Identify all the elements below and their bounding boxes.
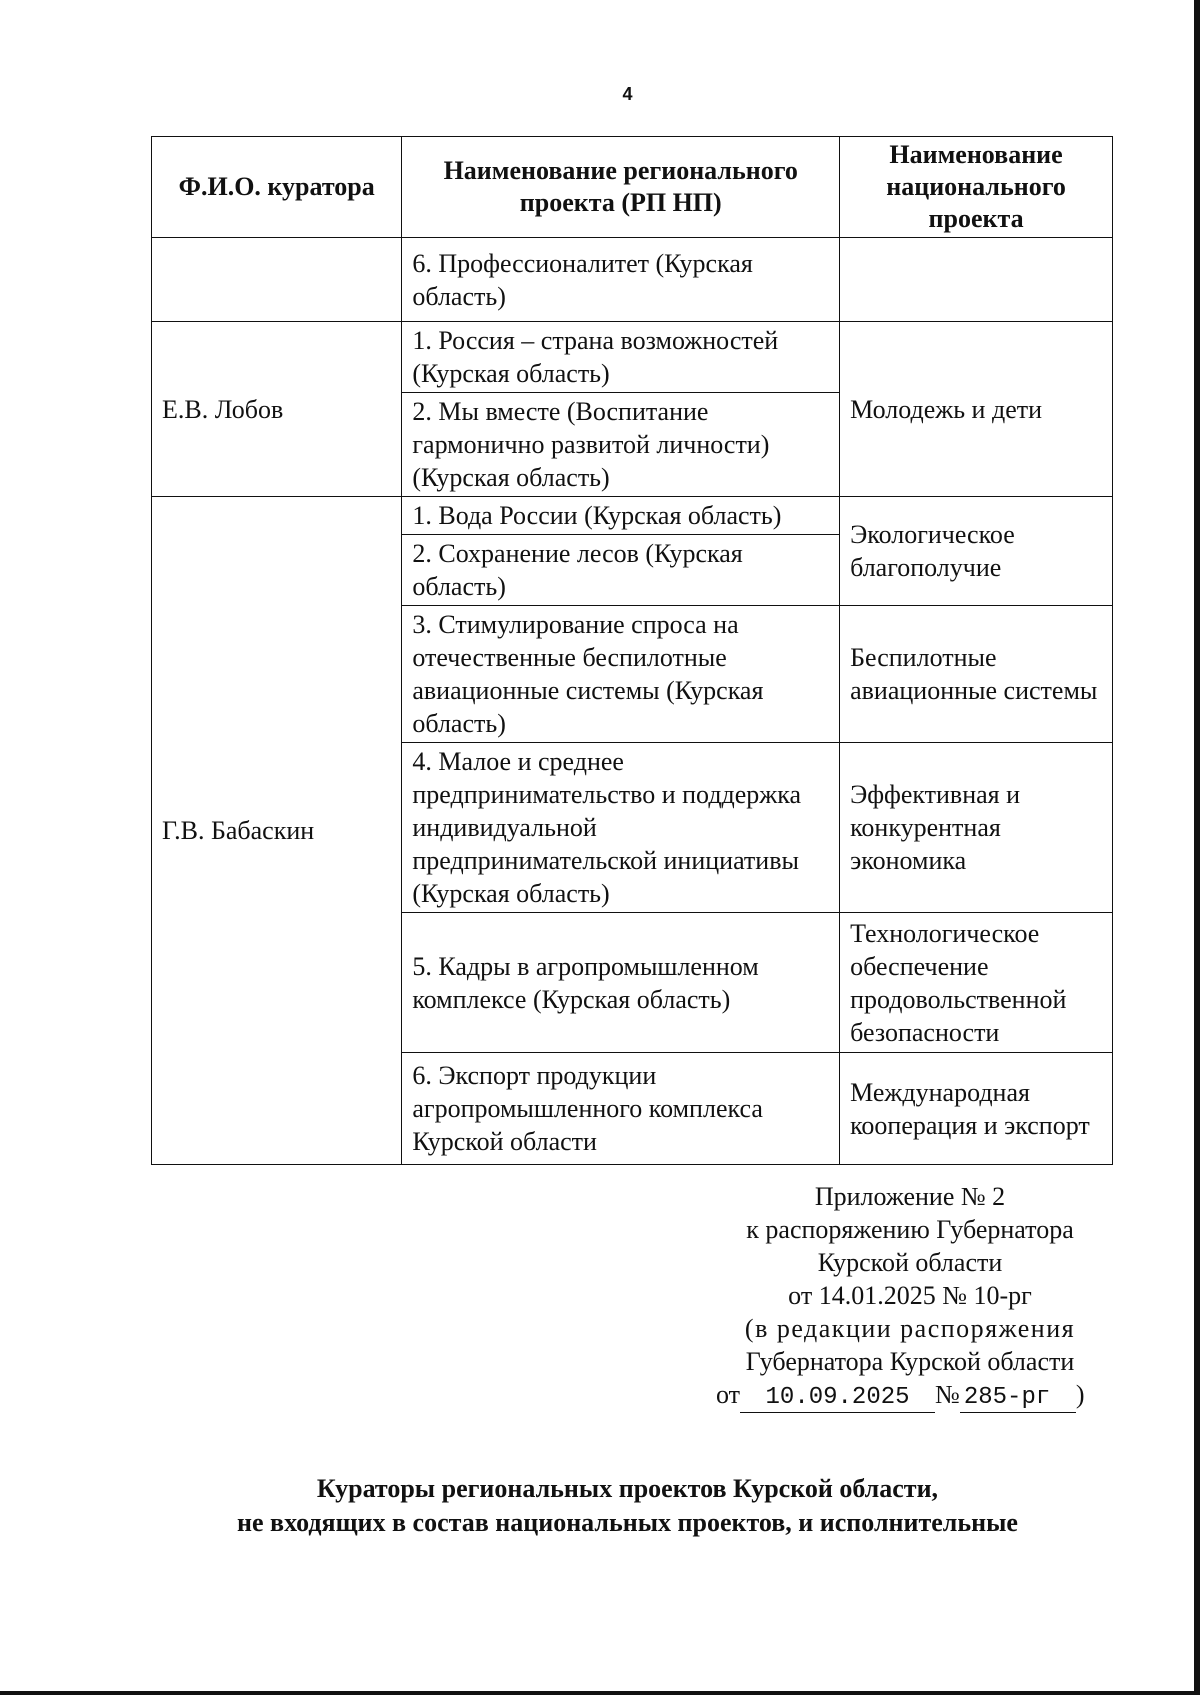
table-row bbox=[152, 322, 1113, 393]
edition-number: 285-рг bbox=[960, 1384, 1076, 1413]
cell-regional-project: 2. Мы вместе (Воспитание гармонично развитой личности) (Курская область) bbox=[402, 393, 840, 497]
cell-national-project: Беспилотные авиационные системы bbox=[840, 606, 1113, 743]
cell-national-project bbox=[840, 238, 1113, 322]
cell-regional-project: 1. Вода России (Курская область) bbox=[402, 497, 840, 535]
cell-curator-name bbox=[152, 238, 402, 322]
header-national-project: Наименование национального проекта bbox=[840, 137, 1113, 238]
appendix-line: к распоряжению Губернатора bbox=[746, 1215, 1074, 1244]
section-heading bbox=[0, 1472, 1200, 1540]
appendix-line: от 14.01.2025 № 10-рг bbox=[788, 1281, 1032, 1310]
edition-date: 10.09.2025 bbox=[740, 1384, 935, 1413]
header-regional-project: Наименование регионального проекта (РП НП) bbox=[402, 137, 840, 238]
appendix-block bbox=[700, 1180, 1120, 1413]
table-row bbox=[152, 238, 1113, 322]
cell-curator-name: Е.В. Лобов bbox=[152, 322, 402, 497]
appendix-title: Приложение № 2 bbox=[814, 1182, 1006, 1211]
cell-national-project: Международная кооперация и экспорт bbox=[840, 1053, 1113, 1165]
cell-national-project: Эффективная и конкурентная экономика bbox=[840, 743, 1113, 913]
appendix-line: Губернатора Курской области bbox=[745, 1347, 1075, 1376]
cell-regional-project: 3. Стимулирование спроса на отечественные беспилотные авиационные системы (Курская область) bbox=[402, 606, 840, 743]
scan-border-bottom bbox=[0, 1691, 1200, 1695]
edition-close: ) bbox=[1075, 1380, 1085, 1409]
cell-curator-name: Г.В. Бабаскин bbox=[152, 497, 402, 1165]
scan-border-right bbox=[1194, 0, 1200, 1695]
cell-regional-project: 6. Профессионалитет (Курская область) bbox=[402, 238, 840, 322]
cell-regional-project: 1. Россия – страна возможностей (Курская область) bbox=[402, 322, 840, 393]
cell-national-project: Молодежь и дети bbox=[840, 322, 1113, 497]
table-header-row bbox=[152, 137, 1113, 238]
edition-number-sign: № bbox=[935, 1380, 960, 1409]
heading-line: не входящих в состав национальных проектов, и исполнительные bbox=[237, 1508, 1018, 1537]
edition-prefix: от bbox=[716, 1380, 741, 1409]
cell-regional-project: 5. Кадры в агропромышленном комплексе (Курская область) bbox=[402, 913, 840, 1053]
appendix-line: (в редакции распоряжения bbox=[744, 1314, 1076, 1343]
cell-national-project: Экологическое благополучие bbox=[840, 497, 1113, 606]
cell-national-project: Технологическое обеспечение продовольственной безопасности bbox=[840, 913, 1113, 1053]
cell-regional-project: 6. Экспорт продукции агропромышленного комплекса Курской области bbox=[402, 1053, 840, 1165]
heading-line: Кураторы региональных проектов Курской области, bbox=[316, 1474, 939, 1503]
page-number: 4 bbox=[622, 84, 633, 104]
curators-table bbox=[151, 136, 1113, 1165]
table-row bbox=[152, 497, 1113, 535]
cell-regional-project: 4. Малое и среднее предпринимательство и поддержка индивидуальной предпринимательской инициативы (Курская область) bbox=[402, 743, 840, 913]
edition-line bbox=[700, 1378, 1120, 1413]
cell-regional-project: 2. Сохранение лесов (Курская область) bbox=[402, 535, 840, 606]
header-curator-name: Ф.И.О. куратора bbox=[152, 137, 402, 238]
appendix-line: Курской области bbox=[817, 1248, 1003, 1277]
